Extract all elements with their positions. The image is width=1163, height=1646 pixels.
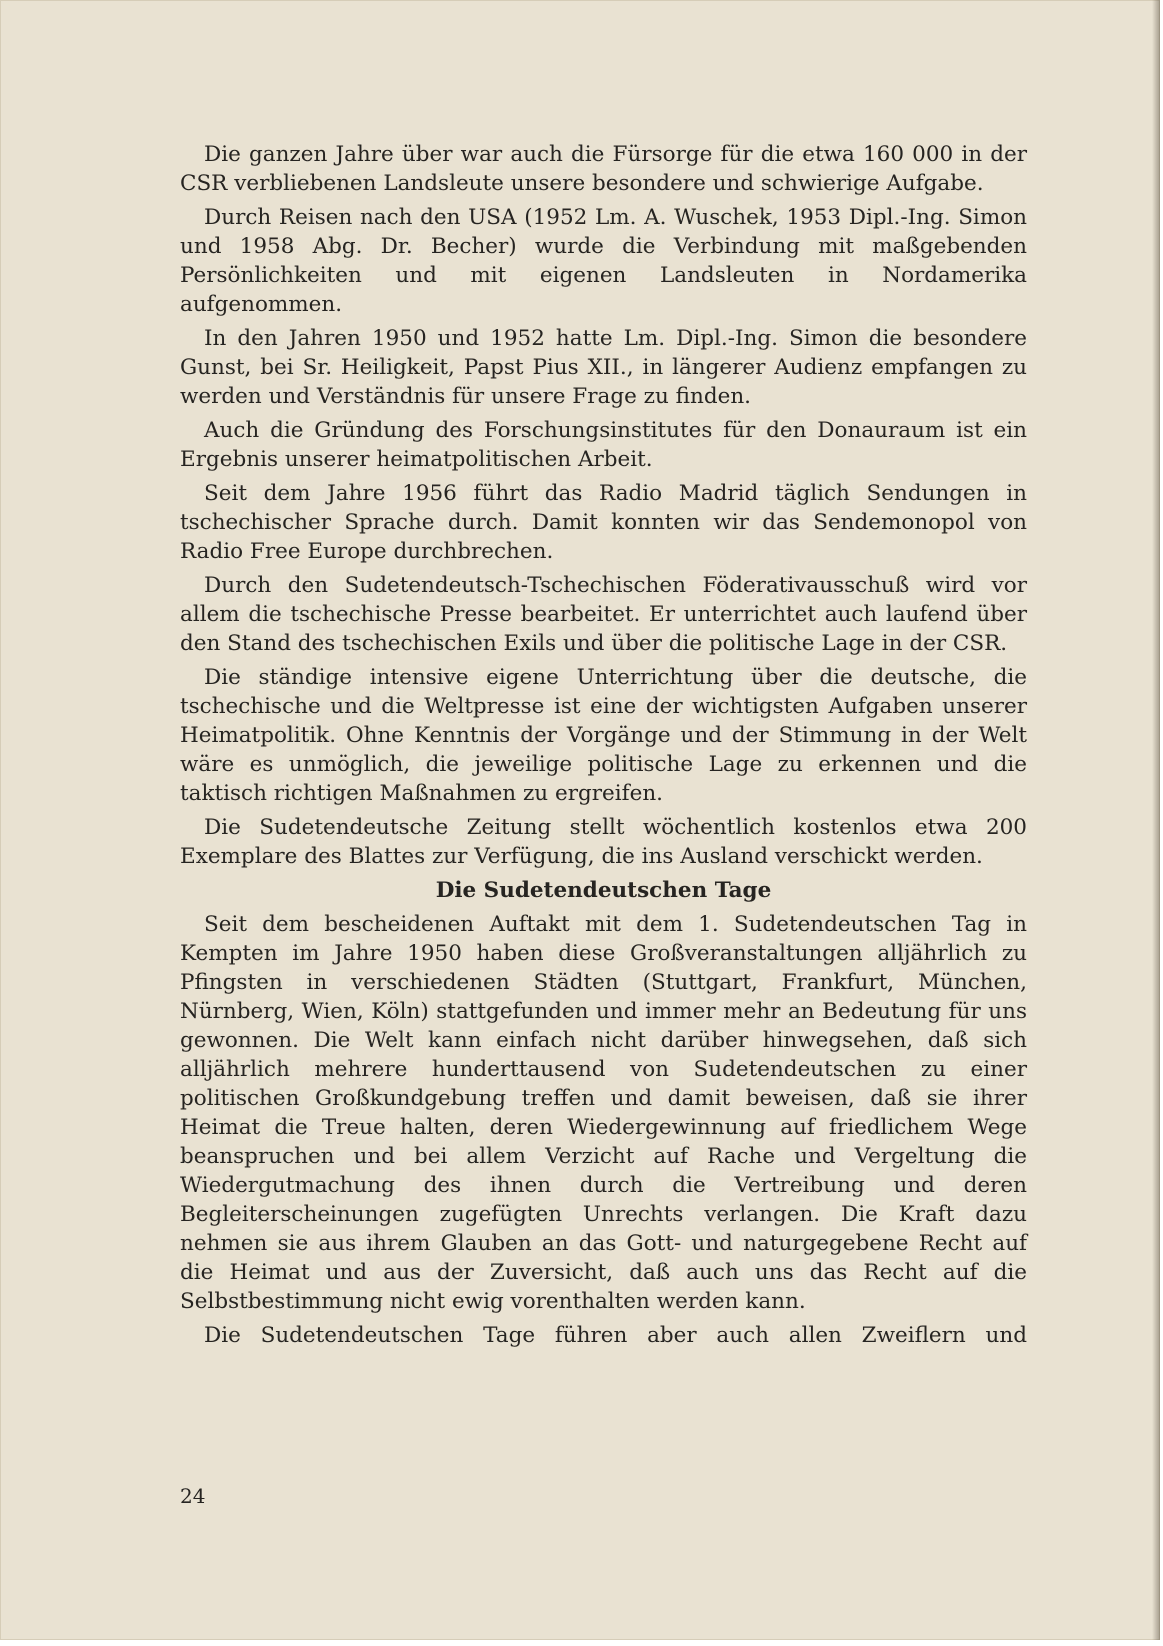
paragraph-sudetendeutsche-tage: Seit dem bescheidenen Auftakt mit dem 1. Sudetendeutschen Tag in Kempten im Jahre 1950 haben diese Großveranstaltungen alljährlich zu Pfingsten in verschiedenen Städten (Stuttgart, Frankfurt, München, Nürnberg, Wien, Köln) stattgefunden und immer mehr an Bedeutung für uns gewonnen. Die Welt kann einfach nicht darüber hinwegsehen, daß sich alljährlich mehrere hunderttausend von Sudetendeutschen zu einer politischen Großkundgebung treffen und damit beweisen, daß sie ihrer Heimat die Treue halten, deren Wiedergewinnung auf friedlichem Wege beanspruchen und bei allem Verzicht auf Rache und Vergeltung die Wiedergutmachung des ihnen durch die Vertreibung und deren Begleiterscheinungen zugefügten Unrechts verlangen. Die Kraft dazu nehmen sie aus ihrem Glauben an das Gott- und naturgegebene Recht auf die Heimat und aus der Zuversicht, daß auch uns das Recht auf die Selbstbestimmung nicht ewig vorenthalten werden kann.	[180, 912, 1027, 1314]
paragraph-zweifler: Die Sudetendeutschen Tage führen aber auch allen Zweiflern und	[204, 1323, 1027, 1348]
paragraph-radio-madrid: Seit dem Jahre 1956 führt das Radio Madrid täglich Sendungen in tschechischer Sprache durch. Damit konnten wir das Sendemonopol von Radio Free Europe durchbrechen.	[180, 481, 1027, 564]
paragraph-foederativausschuss: Durch den Sudetendeutsch-Tschechischen Föderativausschuß wird vor allem die tschechische Presse bearbeitet. Er unterrichtet auch laufend über den Stand des tschechischen Exils und über die politische Lage in der CSR.	[180, 573, 1027, 656]
paragraph-zeitung: Die Sudetendeutsche Zeitung stellt wöchentlich kostenlos etwa 200 Exemplare des Blattes zur Verfügung, die ins Ausland verschickt werden.	[180, 815, 1027, 869]
paragraph-unterrichtung: Die ständige intensive eigene Unterrichtung über die deutsche, die tschechische und die Weltpresse ist eine der wichtigsten Aufgaben unserer Heimatpolitik. Ohne Kenntnis der Vorgänge und der Stimmung in der Welt wäre es unmöglich, die jeweilige politische Lage zu erkennen und die taktisch richtigen Maßnahmen zu ergreifen.	[180, 665, 1027, 806]
paragraph-audienz: In den Jahren 1950 und 1952 hatte Lm. Dipl.-Ing. Simon die besondere Gunst, bei Sr. Heiligkeit, Papst Pius XII., in längerer Audienz empfangen zu werden und Verständnis für unsere Frage zu finden.	[180, 326, 1027, 409]
paragraph-forschungsinstitut: Auch die Gründung des Forschungsinstitutes für den Donauraum ist ein Ergebnis unserer heimatpolitischen Arbeit.	[180, 418, 1027, 472]
body-text	[180, 140, 1027, 1355]
paragraph-reisen-usa: Durch Reisen nach den USA (1952 Lm. A. Wuschek, 1953 Dipl.-Ing. Simon und 1958 Abg. Dr. Becher) wurde die Verbindung mit maßgebenden Persönlichkeiten und mit eigenen Landsleuten in Nordamerika aufgenommen.	[180, 205, 1027, 317]
section-heading: Die Sudetendeutschen Tage	[435, 878, 772, 903]
page-number: 24	[180, 1484, 206, 1508]
paragraph-fuersorge: Die ganzen Jahre über war auch die Fürsorge für die etwa 160 000 in der CSR verbliebenen Landsleute unsere besondere und schwierige Aufgabe.	[180, 142, 1027, 196]
